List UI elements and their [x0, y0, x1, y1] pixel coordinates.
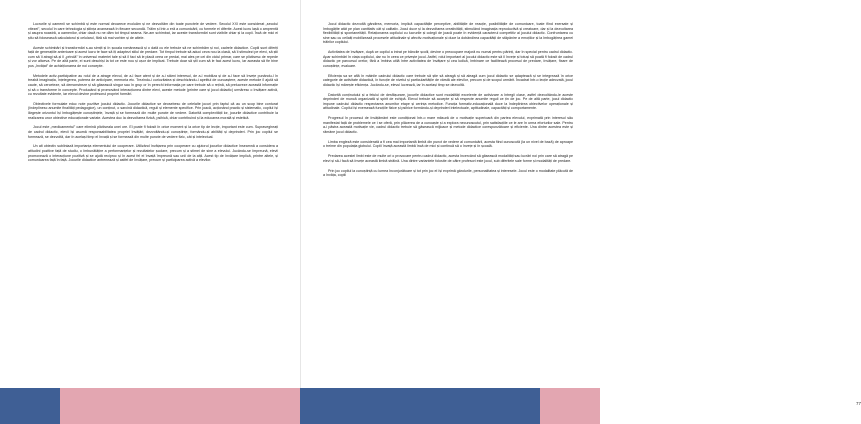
paragraph: Predarea acestei limbi este de multe ori o provocare pentru cadrul didactic, acesta încercând să găsească modalități sau lucrări noi prin care să atragă pe elevi și să-i facă să învețe această limbă străină. Una dintre variantele folosite de către profesori este jocul, sub diferitele sale forme și modalități de predare. [323, 154, 573, 163]
paragraph: Activitatea de învățare, după ce copilul a intrat pe băncile școlii, devine o preocupare majoră nu numai pentru părinți, dar în special pentru cadrul didactic. Apar schimbări în viața copilului, dar nu în ceea ce privește jocul. Astfel, rolul important al jocului didactic este să îi învețe și totuși să poată fi folosit de cadrul didactic pe parcursul orelor, fără a îmbina utilă între activitatea de învățare și cea ludică, îmbinare ce facilitează procesul de predare, învățare, fixare de cunoștințe, evaluare. [323, 50, 573, 68]
left-text-column [28, 22, 278, 168]
paragraph: Lucrurile și oamenii se schimbă și este normal deoarece evoluăm și ne dezvoltăm din toate punctele de vedere. Secolul XXI este considerat „secolul vitezei”, secolul în care tehnologia și știința avansează în fiecare secundă. Trăim și într-o eră a comunicării, cu formele ei diferite. Acest lucru lasă o amprentă și asupra noastră, a oamenilor, chiar dacă nu ne dăm tot timpul seama. Ne-am schimbat, iar aceste transformări sunt vizibile chiar și la copii. Încă de mici ei știu să folosească calculatorul și celularul, fără să mai vorbim și de altele. [28, 22, 278, 40]
paragraph: Progresul în procesul de învățământ este condiționat într-o mare măsură de o motivație superioară din partea elevului, exprimată prin interesul său manifestat față de problemele ce i se oferă, prin plăcerea de a cunoaște și a explora necunoscutul, prin satisfacțiile ce le are în urma eforturilor sale. Pentru a-i păstra această motivație vie, cadrul didactic trebuie să găsească mijloace și metode didactice corespunzătoare și eficiente. Una dintre acestea este și rămâne jocul didactic. [323, 116, 573, 135]
footer-pink-bar [540, 388, 600, 424]
paragraph: Un alt obiectiv subliniază importanța elementului de cooperare. Utilizând învățarea prin cooperare cu ajutorul jocurilor didactice înseamnă a considera a atitudini pozitive față de studiu, o îmbunătățire a performanțelor și rezultatelor școlare, precum și a stimei de sine a elevului. Jucându-se împreună, elevii promovează o interacțiune pozitivă și se ajută reciproc și în acest fel ei învață împreună sau unii de la alții. Acest tip de învățare implică, printre altele, și comunicarea față în față. Jocurile didactice antrenează și astfel de învățare, precum și participarea activă a elevilor. [28, 144, 278, 163]
right-page [300, 0, 861, 424]
paragraph: Eficiența sa se află în mâinile cadrului didactic care trebuie să știe să aleagă și să aleagă cum jocul didactic se adaptează și se integrează în orice categorie de activitate didactică, în funcție de nivelul și particularitățile de vârstă ale elevilor, precum și de scopul urmărit. Încadrat într-o lecție adecvată, jocul didactic își mărește eficiența. Jucându-se, elevul lucrează, iar în același timp se dezvoltă. [323, 73, 573, 87]
paragraph: Metodele activ-participative au rolul de a atrage elevul, de a-l face atent și de a-i stârni interesul, de a-l mobiliza și de a-l face să învețe punându-l în treabă imaginația, înțelegerea, puterea de anticipare, memoria etc. Trezindu-i curiozitatea și deschizându-i apetitul de cunoaștere, aceste metode îl ajută să caute, să cerceteze, să demonstreze și să găsească singur sau în grup or în perechi informația pe care trebuie să o rețină, să prelucreze această informație și să o transforme în concepte. Producând și promovând interacțiunea dintre elevi, aceste metode (printre care și jocul didactic) urmăresc o învățare activă, cu rezultate evidente, iar elevul devine profesorul propriei formări. [28, 73, 278, 97]
footer-blue-bar [0, 388, 60, 424]
paragraph: Jocul didactic dezvoltă gândirea, memoria, implică capacitățile perceptive, abilitățile de reacție, posibilitățile de comunicare, toate fiind exersate și îmbogățite atât pe plan cantitativ cât și calitativ. Jocul duce și la dezvoltarea creativității, stimulând imaginația reproductivă și creatoare, dar și la dezvoltarea flexibilității și spontaneității. Relaționarea copilului cu lucrurile și colegii de joacă poate în evidență caracterul competitiv al jocului didactic. Confruntarea cu sine sau cu ceilalți mobilizează procesele atitudinale și afectiv-motivaționale și duce la dobândirea capacității de stăpânire a emoțiilor și la îmbogățirea gamei trăirilor copilului. [323, 22, 573, 45]
paragraph: Jocul este „medicamentul” care elimină plictiseala unei ore. El poate fi folosit în orice moment și la orice tip de lecție, important este cum. Supravegheați de cadrul didactic, elevii își asumă responsabilitatea propriei învățări, dezvoltându-și cunoștințe, formându-și abilități și deprinderi. Prin joc copilul se formează, se dezvoltă, dar în același timp el învață și se formează din multe puncte de vedere fizic, cât și intelectual. [28, 125, 278, 139]
paragraph: Prin joc copilul ia cunoștință cu lumea înconjurătoare și tot prin joc el își exprimă gândurile, personalitatea și interesele. Jocul este o modalitate plăcută de a învăța, copiii [323, 168, 573, 178]
footer-blue-bar [300, 388, 540, 424]
page-number: 77 [856, 401, 861, 406]
paragraph: Datorită conținutului și a felului de desfășurare, jocurile didactice sunt modalități excelente de activizare a întregii clase, astfel dezvoltându-le aceste deprinderi de muncă organizată și spirit de echipă. Elevul trebuie să accepte și să respecte anumite reguli ce țin de joc. Pe de altă parte, jocul didactic impune cadrului didactic respectarea anumitor etape și cerința metodice. Funcția formativ-educațională duce la îndeplinirea obiectivelor operaționale și atitudinale. Copilul își exersează funcțiile fizice și psihice formându-și deprinderi intelectuale, aptitudinale, capacități și comportamente. [323, 92, 573, 111]
right-text-column [323, 22, 573, 183]
left-page [0, 0, 300, 424]
footer-pink-bar [60, 388, 300, 424]
paragraph: Limba engleză este considerată a fi cea mai importantă limbă din punct de vedere al comunicării, acesta fiind cunoscută (la un nivel de bază) de aproape o treime din populația globului. Copiii învață această limbă încă de mici și continuă să o învețe și în școală. [323, 139, 573, 149]
paragraph: Obiectivele formulate educ note pozitive jocului didactic. Jocurile didactice se deosebesc de celelalte jocuri prin faptul că au un scop bine conturat (îndeplinesc anumite finalități pedagogice), un conținut, o sarcină didactică, reguli și elemente specifice. Prin joacă, acționând practic și sistematic, copilul își lărgește orizontul își îmbogățește cunoștințele, învață și se formează din multe puncte de vedere. Datorită complexității lor, jocurile didactice contribuie la realizarea unor obiective educaționale variate. Acestea duc la dezvoltarea fizică, psihică, chiar contribuind și la educarea morală și estetică. [28, 101, 278, 120]
paragraph: Aceste schimbări și transformări s-au simțit și în școala românească și o dată cu ele trebuie să ne schimbăm și noi, cadrele didactice. Copiii sunt diferiți față de generațiile anterioare și acest lucru te face să îți adaptezi stilul de predare. Tot timpul trebuie să aduci ceva nou la clasă, să îi stimulezi pe elevi, să știi cum să îi atragi să-și îi „prindă” în universul materiei tale și să îi faci să le placă ceea ce predai, mai ales pe cei din ciclul primar, care se plictisesc de repede și vor altceva. Pe de altă parte, ei sunt deschiși la tot ce este nou și ușor de implicat. Trebuie doar să știi cum să le faci acest lucru, iar aceasta să fie bine pus „învățat” de achiziționarea de noi concepte. [28, 45, 278, 68]
